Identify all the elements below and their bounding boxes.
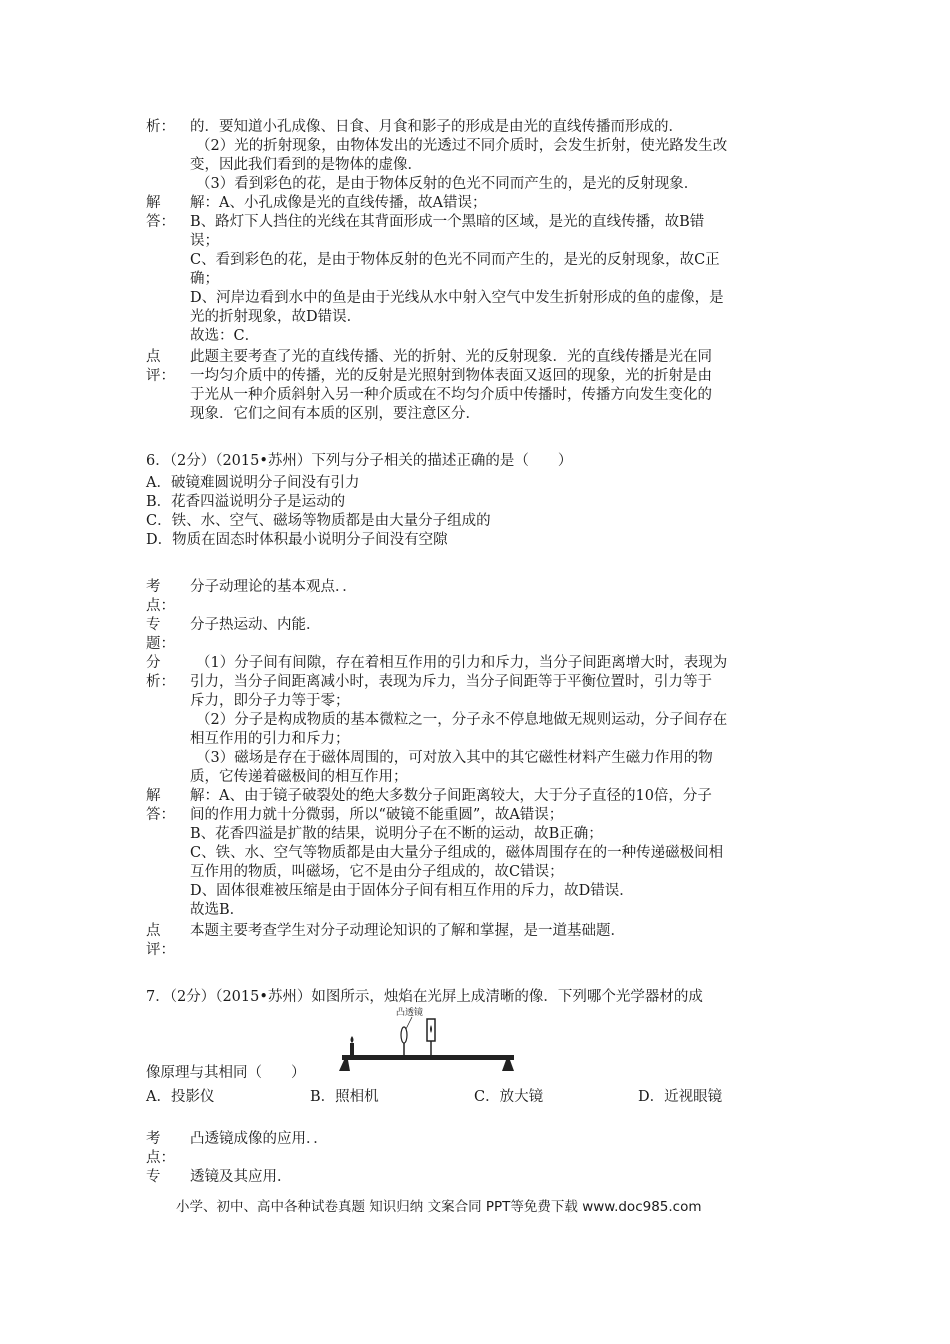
q7-kd-label: 点： [146, 1150, 175, 1166]
q5-answer-line: B、路灯下人挡住的光线在其背面形成一个黑暗的区域，是光的直线传播，故B错 [190, 214, 705, 230]
q5-answer-line: 确； [190, 271, 219, 287]
bench-leg-left [339, 1060, 350, 1071]
q7-option-c: C．放大镜 [474, 1089, 544, 1105]
candle [350, 1043, 354, 1055]
bench-leg-right [502, 1060, 514, 1071]
q5-answer-line: 光的折射现象，故D错误． [190, 309, 362, 325]
q6-kd-label: 点： [146, 598, 175, 614]
q5-comment-line: 现象．它们之间有本质的区别，要注意区分． [190, 406, 480, 422]
q5-answer-line: 解：A、小孔成像是光的直线传播，故A错误； [190, 195, 487, 211]
q7-option-d: D．近视眼镜 [638, 1089, 723, 1105]
q7-zt-label: 专 [146, 1169, 161, 1185]
q5-analysis-line: 变，因此我们看到的是物体的虚像． [190, 157, 422, 173]
page-footer: 小学、初中、高中各种试卷真题 知识归纳 文案合同 PPT等免费下载 www.doc985.com [176, 1199, 702, 1215]
q5-comment-label: 评： [146, 368, 175, 384]
q7-option-a: A．投影仪 [146, 1089, 215, 1105]
q7-kd-text: 凸透镜成像的应用．． [190, 1131, 328, 1147]
q6-kd-text: 分子动理论的基本观点．． [190, 579, 357, 595]
q6-comment-label: 点 [146, 923, 161, 939]
q6-option-b: B．花香四溢说明分子是运动的 [146, 494, 346, 510]
q5-comment-line: 于光从一种介质斜射入另一种介质或在不均匀介质中传播时，传播方向发生变化的 [190, 387, 712, 403]
q5-answer-line: 误； [190, 233, 219, 249]
q5-analysis-line: 的．要知道小孔成像、日食、月食和影子的形成是由光的直线传播而形成的． [190, 119, 683, 135]
q6-comment-text: 本题主要考查学生对分子动理论知识的了解和掌握，是一道基础题． [190, 923, 625, 939]
q7-zt-text: 透镜及其应用． [190, 1169, 292, 1185]
q5-answer-line: 故选：C． [190, 328, 260, 344]
q6-analysis-line: 引力，当分子间距离减小时，表现为斥力，当分子间距等于平衡位置时，引力等于 [190, 674, 712, 690]
q6-comment-label: 评： [146, 942, 175, 958]
q6-answer-line: 间的作用力就十分微弱，所以“破镜不能重圆”，故A错误； [190, 807, 564, 823]
q6-answer-line: D、固体很难被压缩是由于固体分子间有相互作用的斥力，故D错误． [190, 883, 634, 899]
q6-analysis-line: （2）分子是构成物质的基本微粒之一，分子永不停息地做无规则运动，分子间存在 [196, 712, 728, 728]
q6-answer-line: B、花香四溢是扩散的结果，说明分子在不断的运动，故B正确； [190, 826, 603, 842]
q6-option-a: A．破镜难圆说明分子间没有引力 [146, 475, 360, 491]
q5-analysis-label: 析： [146, 119, 175, 135]
bench-rail [342, 1055, 514, 1060]
lens-label: 凸透镜 [396, 1008, 424, 1018]
q6-answer-line: 互作用的物质，叫磁场，它不是由分子组成的，故C错误； [190, 864, 564, 880]
q5-answer-label: 解 [146, 195, 161, 211]
q6-answer-line: C、铁、水、空气等物质都是由大量分子组成的，磁体周围存在的一种传递磁极间相 [190, 845, 724, 861]
q6-analysis-line: 相互作用的引力和斥力； [190, 731, 350, 747]
q6-analysis-label: 分 [146, 655, 161, 671]
q6-answer-label: 解 [146, 788, 161, 804]
q6-analysis-line: 质，它传递着磁极间的相互作用； [190, 769, 408, 785]
convex-lens-icon [401, 1027, 407, 1043]
q5-answer-line: C、看到彩色的花，是由于物体反射的色光不同而产生的，是光的反射现象，故C正 [190, 252, 720, 268]
q5-analysis-line: （3）看到彩色的花，是由于物体反射的色光不同而产生的，是光的反射现象． [196, 176, 699, 192]
candle-flame-icon [351, 1036, 354, 1043]
q6-analysis-label: 析： [146, 674, 175, 690]
q6-analysis-line: 斥力，即分子力等于零； [190, 693, 350, 709]
q6-zt-label: 专 [146, 617, 161, 633]
q6-answer-line: 解：A、由于镜子破裂处的绝大多数分子间距离较大，大于分子直径的10倍，分子 [190, 788, 712, 804]
q5-answer-label: 答： [146, 214, 175, 230]
q6-answer-label: 答： [146, 807, 175, 823]
q6-zt-label: 题： [146, 636, 175, 652]
q6-kd-label: 考 [146, 579, 161, 595]
label-pointer [406, 1017, 412, 1029]
q5-analysis-line: （2）光的折射现象，由物体发出的光透过不同介质时，会发生折射，使光路发生改 [196, 138, 728, 154]
optical-bench-figure [334, 1005, 524, 1075]
q7-stem: 7．（2分）（2015•苏州）如图所示，烛焰在光屏上成清晰的像．下列哪个光学器材的成 [146, 989, 703, 1005]
q6-option-d: D．物质在固态时体积最小说明分子间没有空隙 [146, 532, 448, 548]
q5-comment-line: 一均匀介质中的传播，光的反射是光照射到物体表面又返回的现象，光的折射是由 [190, 368, 712, 384]
q7-kd-label: 考 [146, 1131, 161, 1147]
q6-analysis-line: （1）分子间有间隙，存在着相互作用的引力和斥力，当分子间距离增大时，表现为 [196, 655, 728, 671]
q7-option-b: B．照相机 [310, 1089, 379, 1105]
q5-answer-line: D、河岸边看到水中的鱼是由于光线从水中射入空气中发生折射形成的鱼的虚像，是 [190, 290, 724, 306]
q5-comment-label: 点 [146, 349, 161, 365]
q6-analysis-line: （3）磁场是存在于磁体周围的，可对放入其中的其它磁性材料产生磁力作用的物 [196, 750, 713, 766]
image-flame-icon [430, 1025, 432, 1033]
q6-zt-text: 分子热运动、内能． [190, 617, 321, 633]
q6-option-c: C．铁、水、空气、磁场等物质都是由大量分子组成的 [146, 513, 491, 529]
q5-comment-line: 此题主要考查了光的直线传播、光的折射、光的反射现象．光的直线传播是光在同 [190, 349, 712, 365]
q7-stem-continued: 像原理与其相同（ ） [146, 1065, 306, 1081]
q6-answer-line: 故选B． [190, 902, 245, 918]
q6-stem: 6．（2分）（2015•苏州）下列与分子相关的描述正确的是（ ） [146, 453, 573, 469]
